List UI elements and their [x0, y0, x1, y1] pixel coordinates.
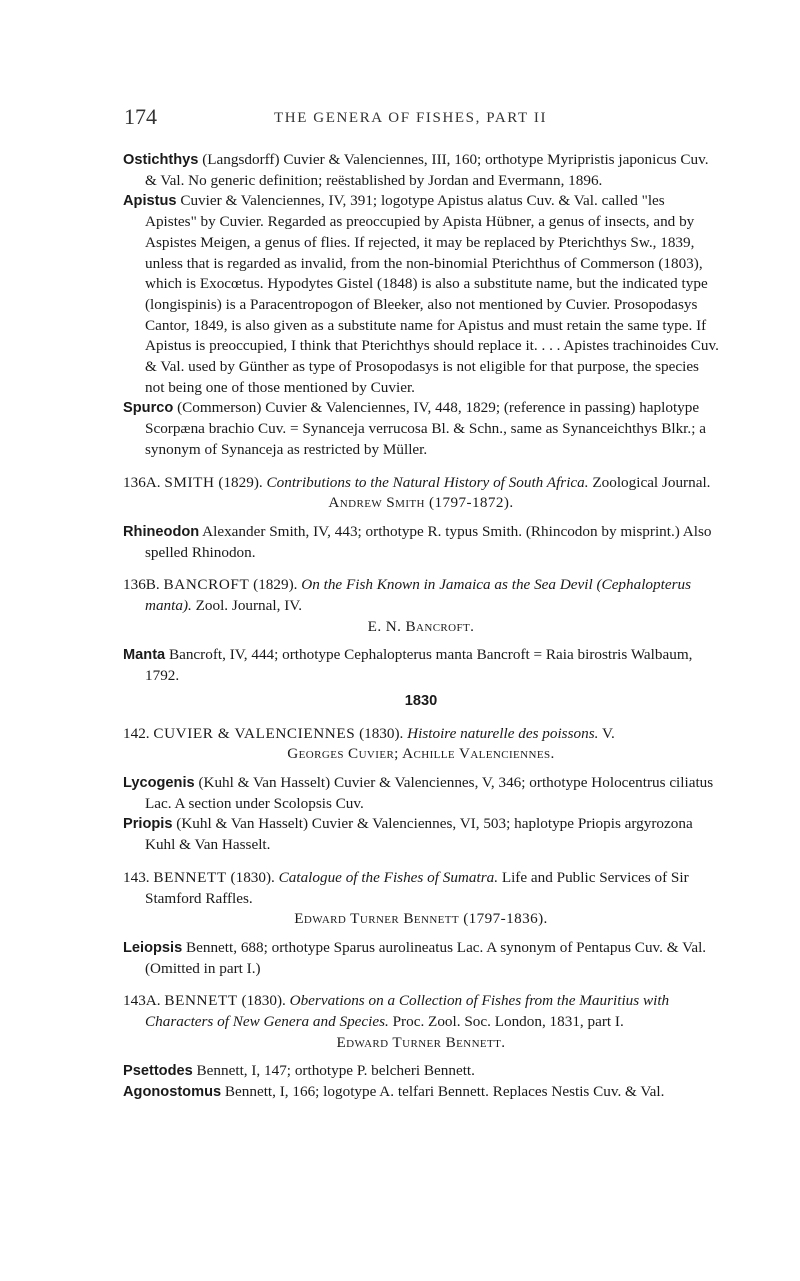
entry-text: (Langsdorff) Cuvier & Valenciennes, III, 160; orthotype Myripristis japonicus Cuv. & Val. No generic definition; reëstablished by Jordan and Evermann, 1896. — [145, 151, 709, 189]
reference-person: Edward Turner Bennett. — [336, 1033, 506, 1051]
genus-entry — [123, 191, 719, 398]
entry-text: Cuvier & Valenciennes, IV, 391; logotype Apistus alatus Cuv. & Val. called "les Apistes" by Cuvier. Regarded as preoccupied by Apista Hübner, a genus of insects, and by Aspistes Meigen, a genus of flies. If rejected, it may be replaced by Pterichthys Sw., 1839, unless that is regarded as invalid, from the non-binomial Pterichthus of Commerson (1803), which is Exocœtus. Hypodytes Gistel (1848) is also a substitute name, but the indicated type (longispinis) is a Paracentropogon of Bleeker, also not mentioned by Cuvier. Prosopodasys Cantor, 1849, is also given as a substitute name for Apistus and must retain the same type. If Apistus is preoccupied, I think that Pterichthys should replace it. . . . Apistes trachinoides Cuv. & Val. used by Günther as type of Prosopodasys is not eligible for that purpose, the species not being one of those mentioned by Cuvier. — [145, 192, 719, 396]
reference-year: (1830). — [241, 992, 286, 1010]
reference-author: BANCROFT — [163, 576, 250, 594]
genus-name: Lycogenis — [123, 774, 195, 791]
genus-name: Agonostomus — [123, 1084, 222, 1101]
genus-entry — [123, 398, 719, 460]
reference-author: CUVIER & VALENCIENNES — [153, 724, 356, 742]
genus-entry — [123, 1061, 719, 1082]
spacer — [123, 765, 719, 773]
page-body — [123, 150, 719, 1103]
reference-year: (1830). — [230, 868, 275, 886]
genus-name: Spurco — [123, 400, 174, 417]
reference-number: 142. — [123, 724, 150, 742]
genus-entry — [123, 645, 719, 686]
reference-person: Georges Cuvier; Achille Valenciennes. — [287, 745, 555, 763]
reference-number: 143. — [123, 868, 150, 886]
reference-number: 136A. — [123, 473, 161, 491]
page-number: 174 — [124, 104, 157, 129]
reference-title: Contributions to the Natural History of South Africa. — [266, 473, 589, 491]
reference-year: (1829). — [253, 576, 298, 594]
reference-section — [123, 473, 719, 514]
reference-heading — [123, 991, 719, 1032]
spacer — [123, 930, 719, 938]
page-header — [124, 104, 744, 130]
entry-text: Bancroft, IV, 444; orthotype Cephalopterus manta Bancroft = Raia birostris Walbaum, 1792. — [145, 646, 693, 685]
reference-author: BENNETT — [164, 992, 238, 1010]
reference-journal: V. — [601, 724, 615, 742]
reference-heading — [123, 473, 719, 494]
entry-text: (Kuhl & Van Hasselt) Cuvier & Valenciennes, VI, 503; haplotype Priopis argyrozona Kuhl & Van Hasselt. — [145, 815, 693, 854]
genus-name: Manta — [123, 647, 166, 664]
genus-entry — [123, 522, 719, 563]
genus-entry — [123, 814, 719, 855]
reference-journal: Zoological Journal. — [592, 473, 711, 491]
genus-entry — [123, 773, 719, 814]
entry-text: Bennett, I, 166; logotype A. telfari Bennett. Replaces Nestis Cuv. & Val. — [221, 1083, 665, 1101]
entry-text: Bennett, 688; orthotype Sparus aurolineatus Lac. A synonym of Pentapus Cuv. & Val. (Omitted in part I.) — [145, 938, 707, 977]
reference-section — [123, 724, 719, 765]
reference-heading — [123, 868, 719, 909]
genus-entry — [123, 150, 719, 191]
reference-number: 136B. — [123, 576, 160, 594]
reference-number: 143A. — [123, 992, 161, 1010]
entry-text: Alexander Smith, IV, 443; orthotype R. typus Smith. (Rhincodon by misprint.) Also spelled Rhinodon. — [145, 522, 712, 561]
genus-name: Ostichthys — [123, 152, 199, 168]
genus-name: Apistus — [123, 193, 177, 210]
reference-section — [123, 991, 719, 1053]
reference-title: Histoire naturelle des poissons. — [407, 724, 599, 742]
entry-text: (Commerson) Cuvier & Valenciennes, IV, 448, 1829; (reference in passing) haplotype Scorpæna brachio Cuv. = Synanceja verrucosa Bl. & Schn., same as Synanceichthys Blkr.; a synonym of Synanceja as restricted by Müller. — [145, 399, 706, 458]
genus-name: Priopis — [123, 816, 173, 833]
reference-title: Obervations on a Collection of Fishes from the Mauritius with Characters of New Genera and Species. — [145, 992, 670, 1031]
reference-title: Catalogue of the Fishes of Sumatra. — [278, 868, 499, 886]
year-heading: 1830 — [404, 692, 438, 709]
reference-journal: Zool. Journal, IV. — [195, 597, 303, 615]
genus-name: Rhineodon — [123, 523, 200, 540]
reference-journal: Proc. Zool. Soc. London, 1831, part I. — [392, 1013, 624, 1031]
reference-heading — [123, 724, 719, 745]
reference-heading — [123, 575, 719, 616]
reference-author: SMITH — [164, 473, 215, 491]
reference-author: BENNETT — [153, 868, 227, 886]
reference-person: Edward Turner Bennett (1797-1836). — [294, 910, 548, 928]
reference-person: Andrew Smith (1797-1872). — [328, 494, 514, 512]
genus-entry — [123, 1082, 719, 1103]
reference-section — [123, 575, 719, 637]
genus-name: Psettodes — [123, 1063, 193, 1080]
spacer — [123, 637, 719, 645]
reference-journal: Life and Public Services of Sir Stamford Raffles. — [145, 868, 689, 907]
reference-title: On the Fish Known in Jamaica as the Sea Devil (Cephalopterus manta). — [145, 576, 691, 615]
reference-year: (1829). — [218, 473, 263, 491]
entry-text: Bennett, I, 147; orthotype P. belcheri Bennett. — [192, 1062, 475, 1080]
genus-name: Leiopsis — [123, 939, 183, 956]
genus-entry — [123, 938, 719, 979]
spacer — [123, 514, 719, 522]
reference-person: E. N. Bancroft. — [367, 617, 475, 635]
reference-year: (1830). — [359, 724, 404, 742]
spacer — [123, 1053, 719, 1061]
reference-section — [123, 868, 719, 930]
entry-text: (Kuhl & Van Hasselt) Cuvier & Valenciennes, V, 346; orthotype Holocentrus ciliatus Lac. A section under Scolopsis Cuv. — [145, 773, 714, 812]
running-title: THE GENERA OF FISHES, PART II — [274, 110, 548, 126]
